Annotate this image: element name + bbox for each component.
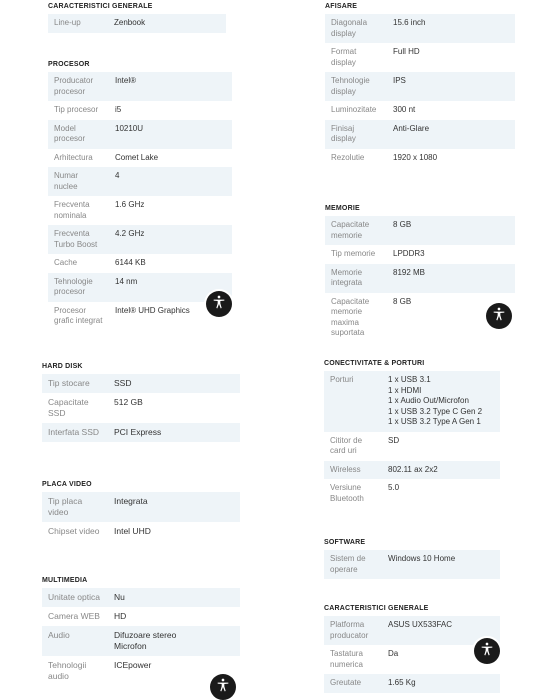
section-title: HARD DISK [42,363,83,370]
spec-row [42,492,240,522]
spec-key: Memorie integrata [325,264,387,293]
spec-key: Audio [42,626,108,656]
spec-row [48,254,232,273]
spec-key: Frecventa nominala [48,196,109,225]
spec-key: Wireless [324,461,382,480]
spec-value: 1.6 GHz [109,196,232,225]
section-title: MULTIMEDIA [42,577,88,584]
spec-row [42,393,240,423]
spec-value: Difuzoare stereo Microfon [108,626,240,656]
section-multimedia [42,574,240,686]
spec-row [42,522,240,541]
spec-row [324,479,500,508]
spec-table [324,371,500,508]
spec-row [48,273,232,302]
accessibility-icon [211,294,227,315]
spec-row [325,245,515,264]
spec-key: Interfata SSD [42,423,108,442]
spec-key: Chipset video [42,522,108,541]
spec-value: 1920 x 1080 [387,149,515,168]
spec-value: 14 nm [109,273,232,302]
section-hard-disk [42,360,240,442]
spec-key: Tip procesor [48,101,109,120]
spec-row [42,588,240,607]
spec-row [325,72,515,101]
spec-value: 8 GB [387,293,515,343]
spec-value: 512 GB [108,393,240,423]
spec-table [325,216,515,343]
spec-row [325,120,515,149]
spec-key: Luminozitate [325,101,387,120]
spec-row [48,101,232,120]
spec-value: 4 [109,167,232,196]
spec-value: ASUS UX533FAC [382,616,500,645]
spec-key: Tehnologie procesor [48,273,109,302]
spec-value: 10210U [109,120,232,149]
section-title: CONECTIVITATE & PORTURI [324,360,425,367]
spec-key: Finisaj display [325,120,387,149]
spec-key: Capacitate memorie [325,216,387,245]
spec-value: Zenbook [108,14,226,33]
spec-value: 8192 MB [387,264,515,293]
spec-row [324,550,500,579]
spec-row [42,374,240,393]
spec-row [48,72,232,101]
spec-value: Integrata [108,492,240,522]
spec-key: Tip stocare [42,374,108,393]
section-afisare [325,0,515,167]
accessibility-button[interactable] [210,674,236,700]
spec-row [42,607,240,626]
spec-value: IPS [387,72,515,101]
spec-value: 300 nt [387,101,515,120]
spec-row [48,225,232,254]
spec-value: LPDDR3 [387,245,515,264]
spec-value: Anti-Glare [387,120,515,149]
spec-value: 4.2 GHz [109,225,232,254]
spec-row [42,423,240,442]
spec-row [325,149,515,168]
spec-value: Windows 10 Home [382,550,500,579]
spec-key: Greutate [324,674,382,693]
spec-row [324,461,500,480]
spec-value: Intel® [109,72,232,101]
spec-row [324,616,500,645]
spec-value: Intel® UHD Graphics [109,302,232,331]
spec-row [325,264,515,293]
spec-key: Rezolutie [325,149,387,168]
section-title: PLACA VIDEO [42,481,92,488]
spec-value: 8 GB [387,216,515,245]
spec-key: Unitate optica [42,588,108,607]
section-software [324,536,500,579]
spec-table [42,492,240,541]
spec-row [48,120,232,149]
spec-value: i5 [109,101,232,120]
spec-table [42,374,240,442]
spec-key: Format display [325,43,387,72]
spec-row [48,14,226,33]
spec-key: Diagonala display [325,14,387,43]
spec-key: Tastatura numerica [324,645,382,674]
section-title: MEMORIE [325,205,360,212]
spec-value: ICEpower [108,656,240,686]
section-conectivitate [324,357,500,508]
spec-row [325,216,515,245]
spec-key: Platforma producator [324,616,382,645]
spec-key: Arhitectura [48,149,109,168]
spec-table [48,72,232,331]
spec-key: Cititor de card uri [324,432,382,461]
spec-value: Nu [108,588,240,607]
spec-value: HD [108,607,240,626]
spec-value: Da [382,645,500,674]
spec-key: Numar nuclee [48,167,109,196]
section-general-left [48,0,226,33]
spec-key: Sistem de operare [324,550,382,579]
spec-value: SD [382,432,500,461]
spec-key: Frecventa Turbo Boost [48,225,109,254]
section-title: SOFTWARE [324,539,366,546]
spec-row [48,149,232,168]
accessibility-button[interactable] [206,291,232,317]
spec-value: PCI Express [108,423,240,442]
spec-value: 6144 KB [109,254,232,273]
spec-row [324,371,500,432]
section-placa-video [42,478,240,541]
spec-value: 5.0 [382,479,500,508]
spec-key: Porturi [324,371,382,432]
spec-value: Full HD [387,43,515,72]
spec-row [325,43,515,72]
spec-key: Tip placa video [42,492,108,522]
spec-key: Camera WEB [42,607,108,626]
accessibility-icon [491,306,507,327]
spec-value: 1.65 Kg [382,674,500,693]
spec-key: Procesor grafic integrat [48,302,109,331]
spec-key: Line-up [48,14,108,33]
spec-table [324,550,500,579]
spec-key: Capacitate SSD [42,393,108,423]
spec-key: Versiune Bluetooth [324,479,382,508]
spec-row [42,626,240,656]
spec-row [48,302,232,331]
spec-key: Tip memorie [325,245,387,264]
accessibility-button[interactable] [474,638,500,664]
spec-key: Producator procesor [48,72,109,101]
spec-key: Tehnologii audio [42,656,108,686]
spec-table [48,14,226,33]
section-title: CARACTERISTICI GENERALE [48,3,153,10]
spec-value: 1 x USB 3.1 1 x HDMI 1 x Audio Out/Microfon 1 x USB 3.2 Type C Gen 2 1 x USB 3.2 Type A Gen 1 [382,371,500,432]
spec-key: Tehnologie display [325,72,387,101]
spec-key: Model procesor [48,120,109,149]
spec-key: Capacitate memorie maxima suportata [325,293,387,343]
spec-table [42,588,240,686]
spec-row [48,196,232,225]
spec-row [48,167,232,196]
accessibility-button[interactable] [486,303,512,329]
spec-value: Comet Lake [109,149,232,168]
spec-table [325,14,515,167]
spec-value: 802.11 ax 2x2 [382,461,500,480]
accessibility-icon [215,677,231,698]
spec-row [324,432,500,461]
section-procesor [48,58,232,331]
spec-value: Intel UHD [108,522,240,541]
spec-row [324,674,500,693]
spec-key: Cache [48,254,109,273]
section-title: AFISARE [325,3,358,10]
section-title: CARACTERISTICI GENERALE [324,605,429,612]
spec-row [325,101,515,120]
spec-row [325,14,515,43]
spec-value: 15.6 inch [387,14,515,43]
section-title: PROCESOR [48,61,90,68]
accessibility-icon [479,641,495,662]
spec-value: SSD [108,374,240,393]
